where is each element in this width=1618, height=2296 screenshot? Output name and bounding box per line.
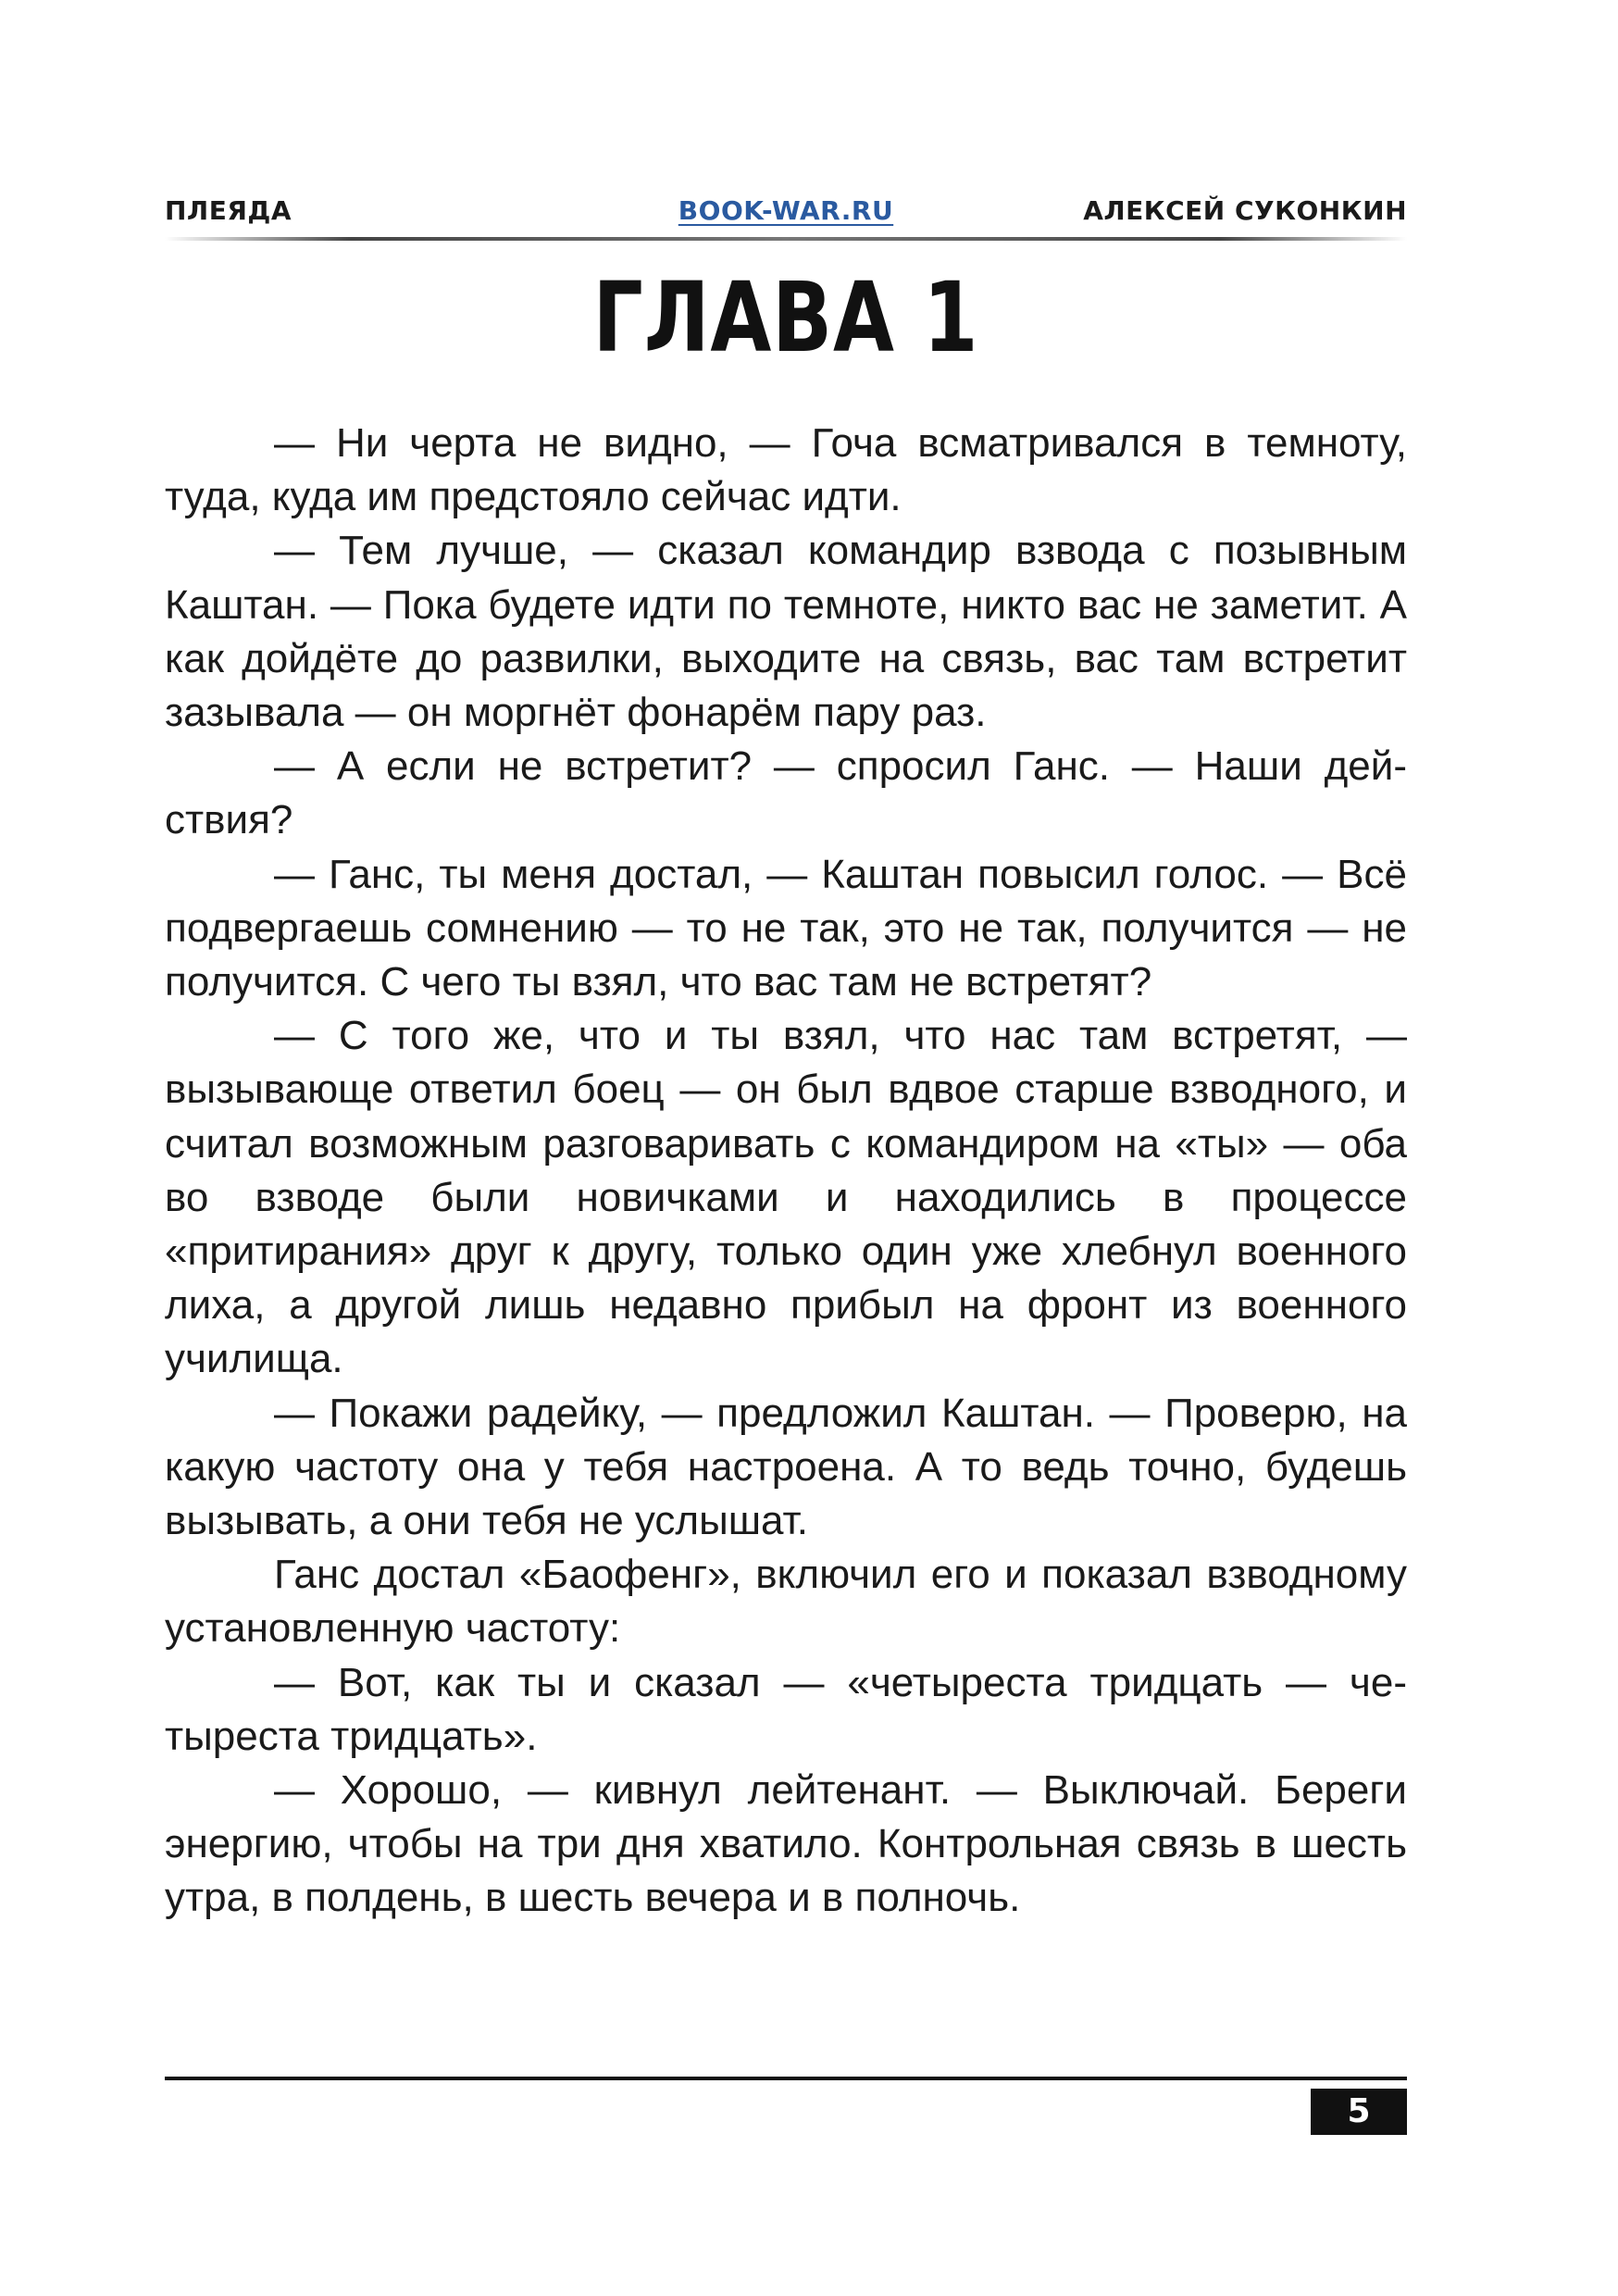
footer-divider [165, 2077, 1407, 2080]
header-series-title: ПЛЕЯДА [165, 195, 292, 226]
paragraph: — Хорошо, — кивнул лейтенант. — Выключай. Береги энергию, чтобы на три дня хватило. Контрольная связь в шесть утра, в полдень, в шесть вечера и в полночь. [165, 1767, 1407, 1921]
paragraph: — Вот, как ты и сказал — «четыреста тридцать — четыреста тридцать». [165, 1659, 1407, 1759]
running-header [165, 190, 1407, 232]
paragraph: — С того же, что и ты взял, что нас там встретят, — вызывающе ответил боец — он был вдвое старше взводного, и считал возможным разговаривать с командиром на «ты» — оба во взводе были новичками и находились в процессе «притирания» друг к другу, только один уже хлебнул военного лиха, а другой лишь недавно прибыл на фронт из военного училища. [165, 1013, 1407, 1382]
chapter-body [165, 417, 1407, 1926]
paragraph: Ганс достал «Баофенг», включил его и показал взводному установленную частоту: [165, 1552, 1407, 1652]
paragraph: — Ганс, ты меня достал, — Каштан повысил голос. — Всё подвергаешь сомнению — то не так, это не так, получится — не получится. С чего ты взял, что вас там не встретят? [165, 851, 1407, 1005]
header-website-link[interactable]: BOOK-WAR.RU [678, 195, 894, 226]
header-author-name: АЛЕКСЕЙ СУКОНКИН [1083, 195, 1407, 226]
paragraph: — А если не встретит? — спросил Ганс. — Наши действия? [165, 743, 1407, 843]
paragraph: — Ни черта не видно, — Гоча всматривался в темноту, туда, куда им предстояло сейчас идти. [165, 420, 1407, 520]
paragraph: — Тем лучше, — сказал командир взвода с позывным Каштан. — Пока будете идти по темноте, никто вас не заметит. А как дойдёте до развилки, выходите на связь, вас там встретит зазывала — он моргнёт фонарём пару раз. [165, 528, 1407, 736]
page-number: 5 [1311, 2089, 1407, 2135]
header-divider [165, 237, 1407, 241]
paragraph: — Покажи радейку, — предложил Каштан. — Проверю, на какую частоту она у тебя настроена. А то ведь точно, будешь вызывать, а они тебя не услышат. [165, 1390, 1407, 1544]
chapter-title: ГЛАВА 1 [592, 261, 979, 374]
